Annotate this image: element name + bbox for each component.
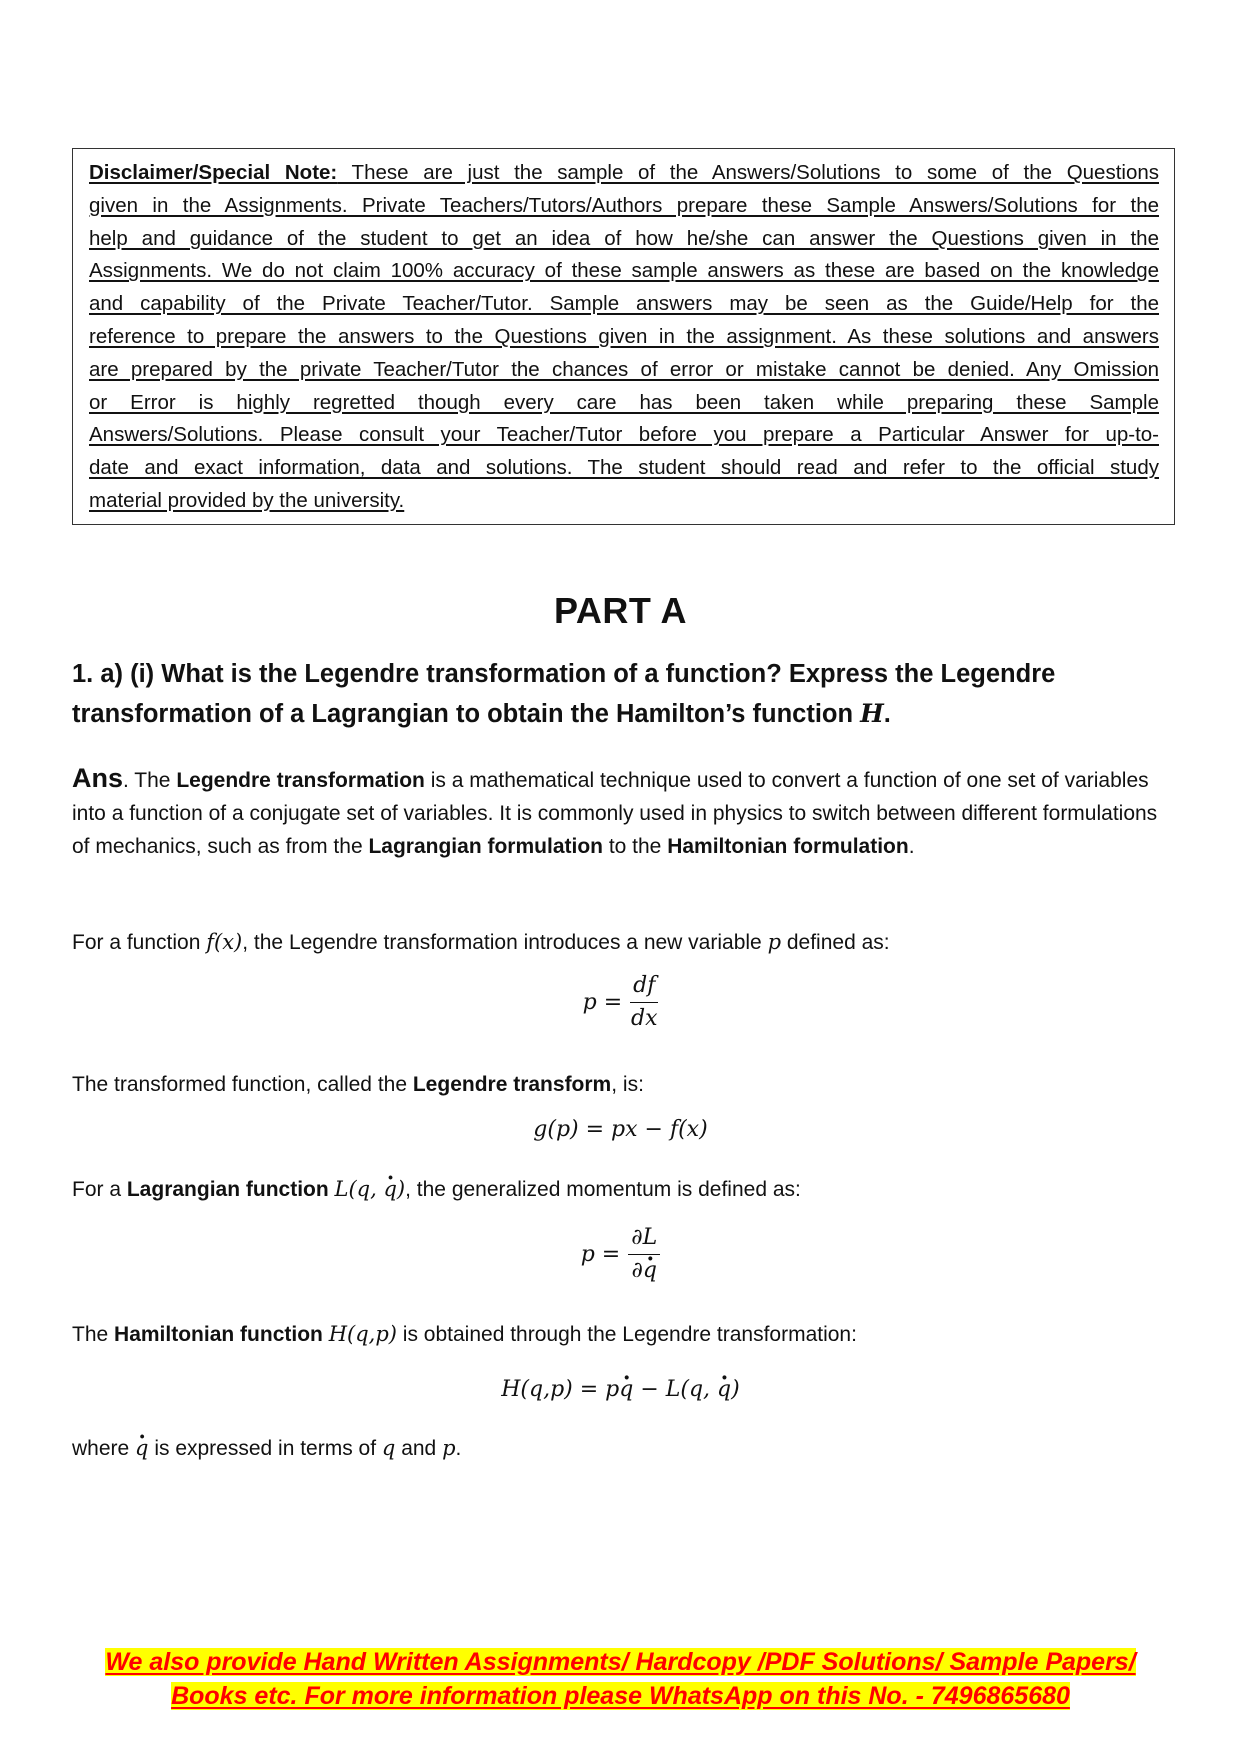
math-var: q ·: [135, 1432, 148, 1465]
answer-paragraph-5: The Hamiltonian function H(q,p) is obtained through the Legendre transformation:: [72, 1322, 857, 1346]
equation-generalized-momentum: p = $\frac{\partial L}{\partial q}$ ·: [0, 1224, 1241, 1285]
disclaimer-label: Disclaimer/Special Note:: [89, 161, 338, 184]
math-var: p: [767, 930, 782, 954]
math-var: H: [860, 699, 884, 728]
disclaimer-line: Assignments. We do not claim 100% accuracy of these sample answers as these are based on the knowledge: [89, 259, 1159, 283]
question-line-2: transformation of a Lagrangian to obtain the Hamilton’s function H.: [72, 699, 891, 728]
math-var: p: [442, 1436, 456, 1460]
disclaimer-line: are prepared by the private Teacher/Tutor the chances of error or mistake cannot be denied. Any Omission: [89, 357, 1159, 381]
answer-paragraph-1: Ans. The Legendre transformation is a mathematical technique used to convert a function of one set of variables into a function of a conjugate set of variables. It is commonly used in physics to switch between different formulations of mechanics, such as from the Lagrangian formulation to the Hamiltonian formulation.: [72, 763, 1158, 858]
disclaimer-line: Disclaimer/Special Note: These are just the sample of the Answers/Solutions to some of the Questions: [89, 161, 1159, 184]
disclaimer-line: material provided by the university.: [89, 488, 405, 512]
disclaimer-text: [89, 157, 1159, 518]
disclaimer-box: [72, 148, 1175, 525]
math-var: f(x): [206, 930, 243, 954]
footer-line-2: Books etc. For more information please WhatsApp on this No. - 7496865680: [171, 1682, 1070, 1710]
disclaimer-line: and capability of the Private Teacher/Tutor. Sample answers may be seen as the Guide/Help for the: [89, 292, 1159, 316]
part-title: PART A: [554, 590, 687, 631]
question-heading: [72, 654, 1172, 734]
disclaimer-line: help and guidance of the student to get an idea of how he/she can answer the Questions given in the: [89, 226, 1159, 250]
disclaimer-line: date and exact information, data and solutions. The student should read and refer to the official study: [89, 456, 1159, 480]
disclaimer-line: or Error is highly regretted though every care has been taken while preparing these Sample: [89, 390, 1159, 414]
equation-legendre-transform: g(p) = px − f(x): [533, 1117, 708, 1142]
disclaimer-line: given in the Assignments. Private Teachers/Tutors/Authors prepare these Sample Answers/Solutions for the: [89, 193, 1159, 217]
disclaimer-line: reference to prepare the answers to the Questions given in the assignment. As these solutions and answers: [89, 324, 1159, 348]
equation-p-df-dx: p = $\frac{df}{dx}$: [582, 973, 658, 1031]
answer-paragraph-2: For a function f(x), the Legendre transformation introduces a new variable p defined as:: [72, 930, 890, 954]
footer-line-1: We also provide Hand Written Assignments/ Hardcopy /PDF Solutions/ Sample Papers/: [105, 1648, 1136, 1676]
footer-promo: [0, 1645, 1241, 1713]
answer-paragraph-6: where q · is expressed in terms of q and p.: [72, 1432, 1172, 1465]
equation-hamiltonian: H(q,p) = pq · − L(q, q ·): [0, 1377, 1241, 1402]
math-var: L(q, q ·): [335, 1177, 406, 1201]
math-var: H(q,p): [328, 1322, 397, 1346]
question-line-1: 1. a) (i) What is the Legendre transformation of a function? Express the Legendre: [72, 660, 1056, 688]
disclaimer-line: Answers/Solutions. Please consult your Teacher/Tutor before you prepare a Particular Answer for up-to-: [89, 423, 1159, 447]
math-var: q: [381, 1436, 396, 1460]
answer-label: Ans: [72, 763, 124, 793]
answer-paragraph-3: The transformed function, called the Legendre transform, is:: [72, 1073, 644, 1096]
answer-paragraph-4: For a Lagrangian function L(q, q ·), the generalized momentum is defined as:: [72, 1173, 1172, 1206]
